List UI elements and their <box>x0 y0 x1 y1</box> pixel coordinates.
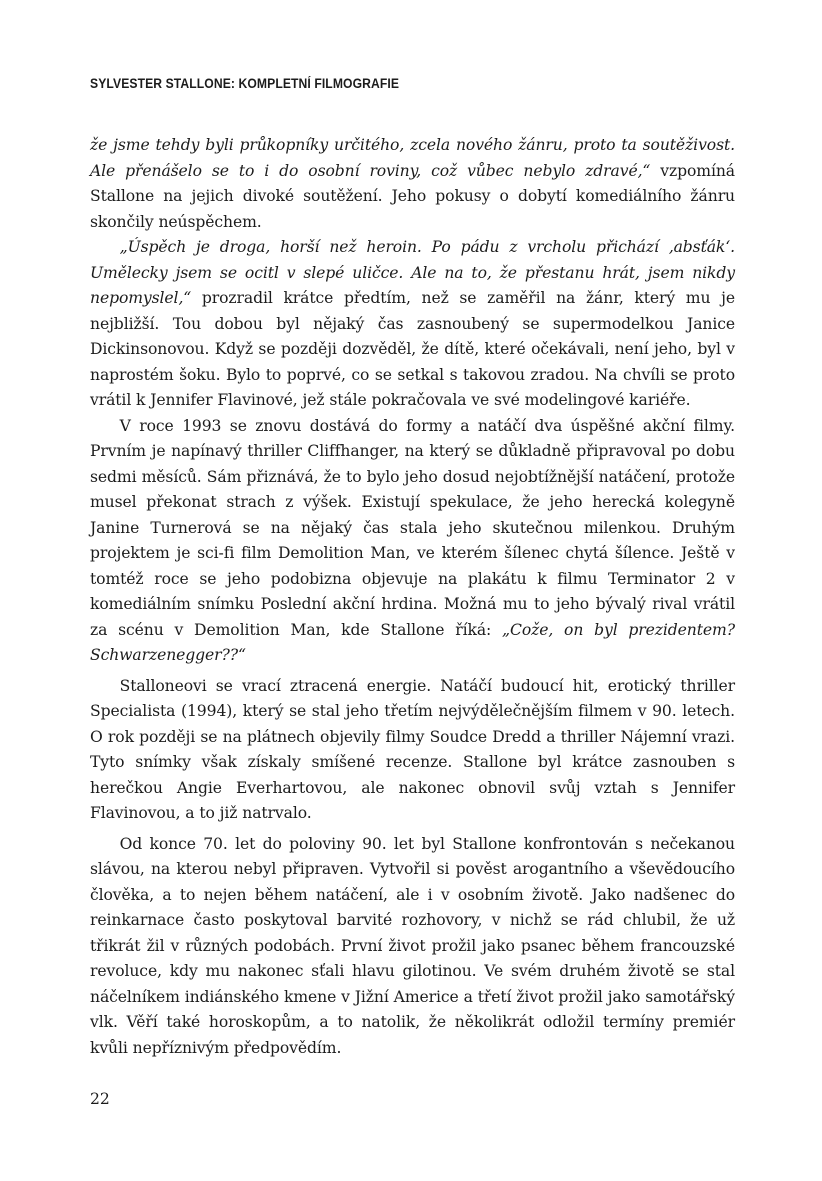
paragraph-text: V roce 1993 se znovu dostává do formy a natáčí dva úspěšné akční filmy. Prvním je napínavý thriller Cliffhanger, na který se důkladně připravoval po dobu sedmi měsíců. Sám přiznává, že to bylo jeho dosud nejobtížnější natáčení, protože musel překonat strach z výšek. Existují spekulace, že jeho herecká kolegyně Janine Turnerová se na nějaký čas stala jeho skutečnou milenkou. Druhým projektem je sci-fi film Demolition Man, ve kterém šílenec chytá šílence. Ještě v tomtéž roce se jeho podobizna objevuje na plakátu k filmu Terminator 2 v komediálním snímku Poslední akční hrdina. Možná mu to jeho bývalý rival vrátil za scénu v Demolition Man, kde Stallone říká: <box>90 416 735 639</box>
paragraph-1 <box>90 133 735 235</box>
running-header: SYLVESTER STALLONE: KOMPLETNÍ FILMOGRAFIE <box>90 76 400 91</box>
paragraph-2 <box>90 235 735 414</box>
paragraph-text: Stalloneovi se vrací ztracená energie. Natáčí budoucí hit, erotický thriller Specialista (1994), který se stal jeho třetím nejvýdělečnějším filmem v 90. letech. O rok později se na plátnech objevily filmy Soudce Dredd a thriller Nájemní vrazi. Tyto snímky však získaly smíšené recenze. Stallone byl krátce zasnouben s herečkou Angie Everhartovou, ale nakonec obnovil svůj vztah s Jennifer Flavinovou, a to již natrvalo. <box>90 676 735 822</box>
body-text <box>90 133 735 1061</box>
quote-text: že jsme tehdy byli průkopníky určitého, zcela nového žánru, proto ta soutěživost. Ale přenášelo se to i do osobní roviny, což vůbec nebylo zdravé,“ <box>90 136 735 180</box>
paragraph-5 <box>90 832 735 1062</box>
paragraph-text: prozradil krátce předtím, než se zaměřil na žánr, který mu je nejbližší. Tou dobou byl nějaký čas zasnoubený se supermodelkou Janice Dickinsonovou. Když se později dozvěděl, že dítě, které očekávali, není jeho, byl v naprostém šoku. Bylo to poprvé, co se setkal s takovou zradou. Na chvíli se proto vrátil k Jennifer Flavinové, jež stále pokračovala ve své modelingové kariéře. <box>90 289 735 409</box>
paragraph-text: vzpomíná Stallone na jejich divoké soutěžení. Jeho pokusy o dobytí komediálního žánru skončily neúspěchem. <box>90 161 735 231</box>
quote-text: „Úspěch je droga, horší než heroin. Po pádu z vrcholu přichází ‚absťák‘. Umělecky jsem se ocitl v slepé uličce. Ale na to, že přestanu hrát, jsem nikdy nepomyslel,“ <box>90 238 735 307</box>
quote-text: „Cože, on byl prezidentem? Schwarzenegger??“ <box>90 620 735 664</box>
paragraph-text: Od konce 70. let do poloviny 90. let byl Stallone konfrontován s nečekanou slávou, na kterou nebyl připraven. Vytvořil si pověst arogantního a vševědoucího člověka, a to nejen během natáčení, ale i v osobním životě. Jako nadšenec do reinkarnace často poskytoval barvité rozhovory, v nichž se rád chlubil, že už třikrát žil v různých podobách. První život prožil jako psanec během francouzské revoluce, kdy mu nakonec sťali hlavu gilotinou. Ve svém druhém životě se stal náčelníkem indiánského kmene v Jižní Americe a třetí život prožil jako samotářský vlk. Věří také horoskopům, a to natolik, že několikrát odložil termíny premiér kvůli nepříznivým předpovědím. <box>90 834 735 1057</box>
paragraph-4 <box>90 674 735 827</box>
paragraph-3 <box>90 414 735 669</box>
page-number: 22 <box>90 1090 110 1108</box>
